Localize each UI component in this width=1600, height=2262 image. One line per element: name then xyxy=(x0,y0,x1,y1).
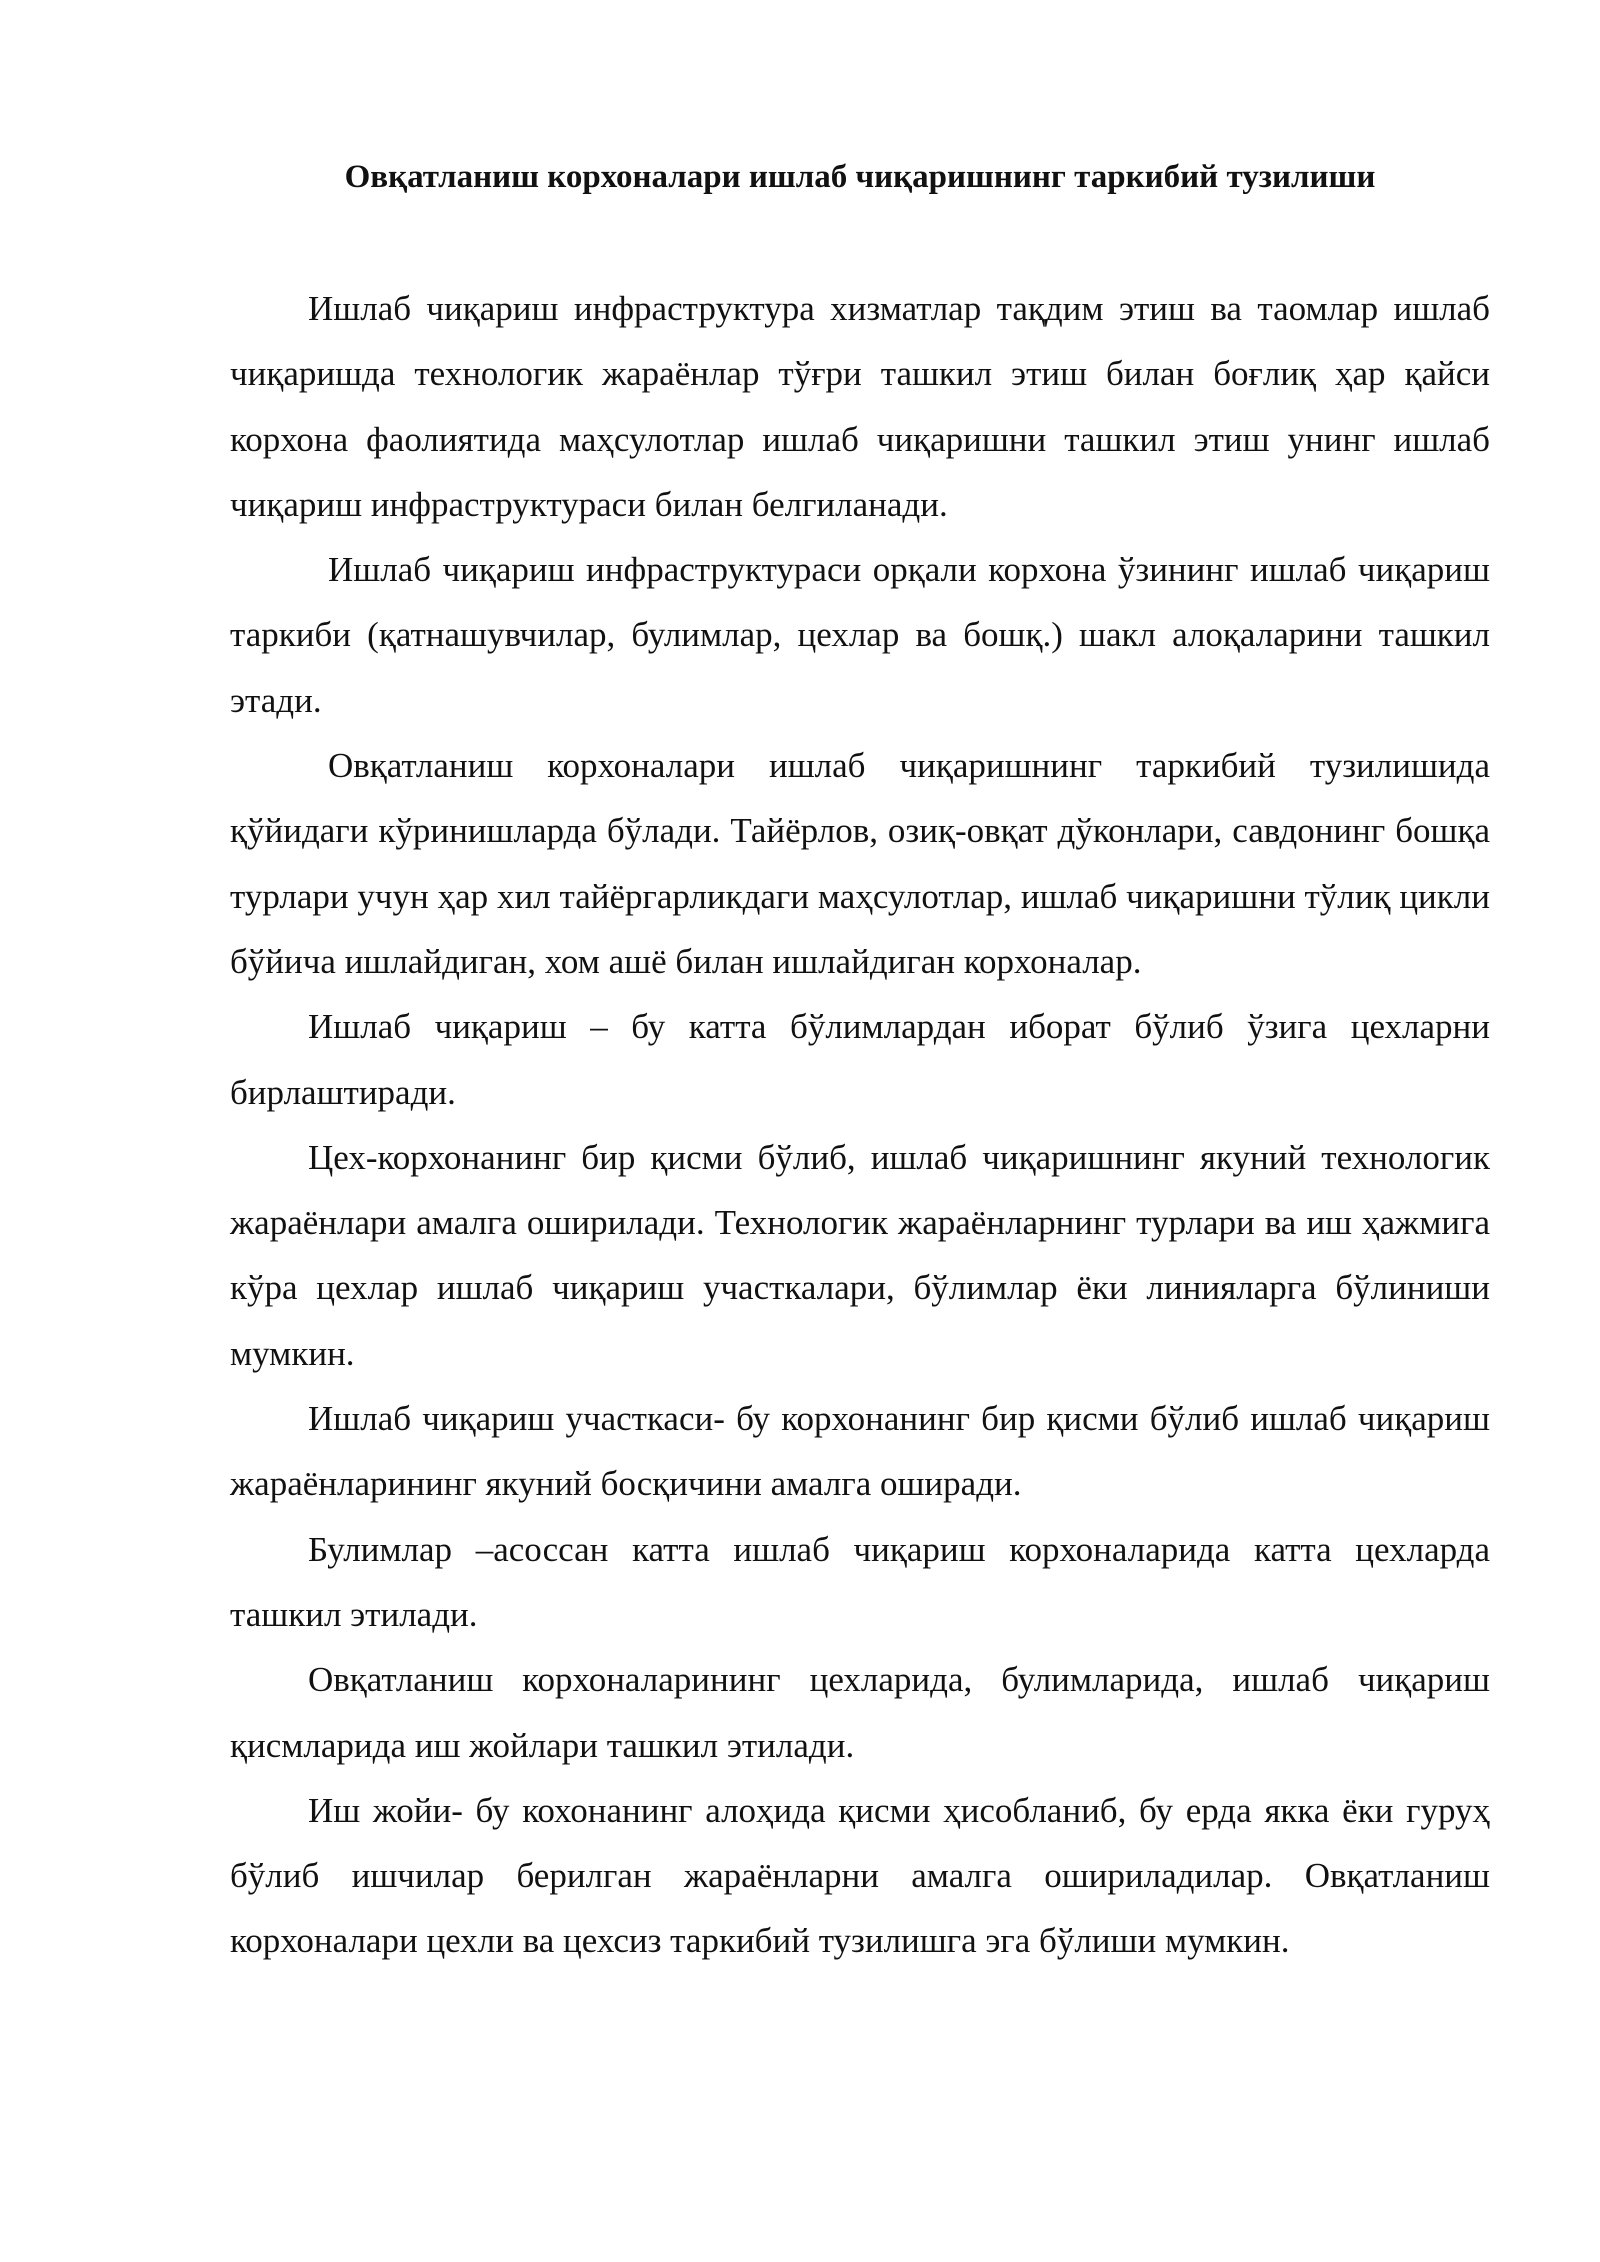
document-title: Овқатланиш корхоналари ишлаб чиқаришнинг таркибий тузилиши xyxy=(344,159,1376,195)
paragraph: Овқатланиш корхоналарининг цехларида, булимларида, ишлаб чиқариш қисмларида иш жойлари ташкил этилади. xyxy=(230,1660,1490,1765)
paragraph: Иш жойи- бу кохонанинг алоҳида қисми ҳисобланиб, бу ерда якка ёки гуруҳ бўлиб ишчилар берилган жараёнларни амалга ошириладилар. Овқатланиш корхоналари цехли ва цехсиз таркибий тузилишга эга бўлиши мумкин. xyxy=(230,1790,1490,1961)
paragraph: Ишлаб чиқариш инфраструктура хизматлар тақдим этиш ва таомлар ишлаб чиқаришда технологик жараёнлар тўғри ташкил этиш билан боғлиқ ҳар қайси корхона фаолиятида маҳсулотлар ишлаб чиқаришни ташкил этиш унинг ишлаб чиқариш инфраструктураси билан белгиланади. xyxy=(230,289,1490,524)
paragraph: Ишлаб чиқариш участкаси- бу корхонанинг бир қисми бўлиб ишлаб чиқариш жараёнларининг якуний босқичини амалга оширади. xyxy=(230,1399,1490,1504)
paragraph: Ишлаб чиқариш – бу катта бўлимлардан иборат бўлиб ўзига цехларни бирлаштиради. xyxy=(230,1007,1490,1112)
paragraph: Овқатланиш корхоналари ишлаб чиқаришнинг таркибий тузилишида қўйидаги кўринишларда бўлади. Тайёрлов, озиқ-овқат дўконлари, савдонинг бошқа турлари учун ҳар хил тайёргарликдаги маҳсулотлар, ишлаб чиқаришни тўлиқ цикли бўйича ишлайдиган, хом ашё билан ишлайдиган корхоналар. xyxy=(230,746,1490,981)
document-body xyxy=(230,276,1490,1974)
paragraph: Цех-корхонанинг бир қисми бўлиб, ишлаб чиқаришнинг якуний технологик жараёнлари амалга оширилади. Технологик жараёнларнинг турлари ва иш ҳажмига кўра цехлар ишлаб чиқариш участкалари, бўлимлар ёки линияларга бўлиниши мумкин. xyxy=(230,1137,1490,1373)
paragraph: Ишлаб чиқариш инфраструктураси орқали корхона ўзининг ишлаб чиқариш таркиби (қатнашувчилар, булимлар, цехлар ва бошқ.) шакл алоқаларини ташкил этади. xyxy=(230,550,1490,720)
paragraph: Булимлар –асоссан катта ишлаб чиқариш корхоналарида катта цехларда ташкил этилади. xyxy=(230,1529,1490,1634)
